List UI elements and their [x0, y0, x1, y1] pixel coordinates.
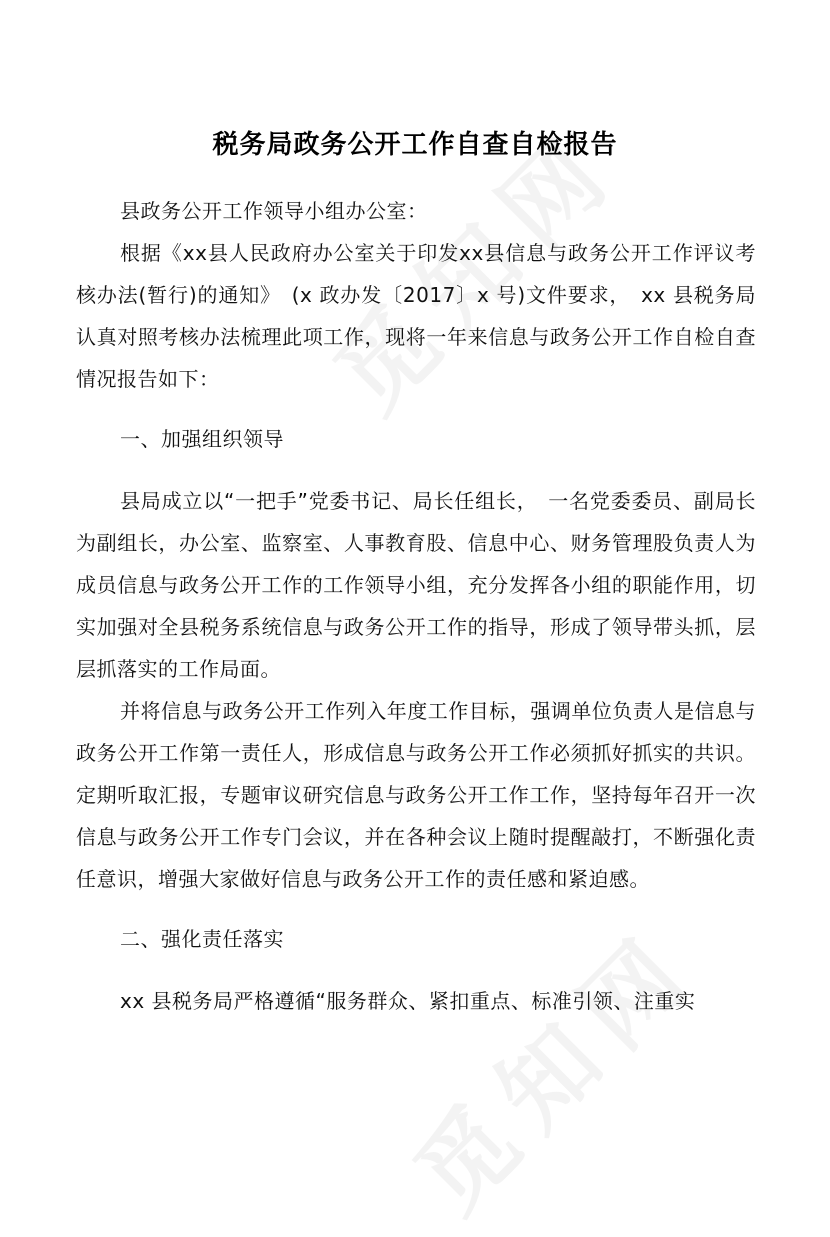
- addressee-line: 县政务公开工作领导小组办公室：: [120, 199, 428, 223]
- body-paragraph-2: 并将信息与政务公开工作列入年度工作目标，强调单位负责人是信息与政务公开工作第一责任人，形成信息与政务公开工作必须抓好抓实的共识。定期听取汇报，专题审议研究信息与政务公开工作工作，坚持每年召开一次信息与政务公开工作专门会议，并在各种会议上随时提醒敲打，不断强化责任意识，增强大家做好信息与政务公开工作的责任感和紧迫感。: [76, 699, 756, 891]
- body-paragraph-1: 县局成立以“一把手”党委书记、局长任组长， 一名党委委员、副局长为副组长，办公室、监察室、人事教育股、信息中心、财务管理股负责人为成员信息与政务公开工作的工作领导小组，充分发挥各小组的职能作用，切实加强对全县税务系统信息与政务公开工作的指导，形成了领导带头抓，层层抓落实的工作局面。: [76, 489, 756, 681]
- section-heading-1: 一、加强组织领导: [120, 427, 284, 451]
- body-paragraph-3: xx 县税务局严格遵循“服务群众、紧扣重点、标准引领、注重实: [120, 989, 696, 1013]
- document-title: 税务局政务公开工作自查自检报告: [212, 130, 618, 160]
- intro-paragraph: 根据《xx县人民政府办公室关于印发xx县信息与政务公开工作评议考核办法(暂行)的通知》 (x 政办发〔2017〕x 号)文件要求， xx 县税务局认真对照考核办法梳理此项工作，现将一年来信息与政务公开工作自检自查情况报告如下：: [76, 241, 756, 391]
- section-heading-2: 二、强化责任落实: [120, 927, 284, 951]
- document-body: [76, 190, 756, 1022]
